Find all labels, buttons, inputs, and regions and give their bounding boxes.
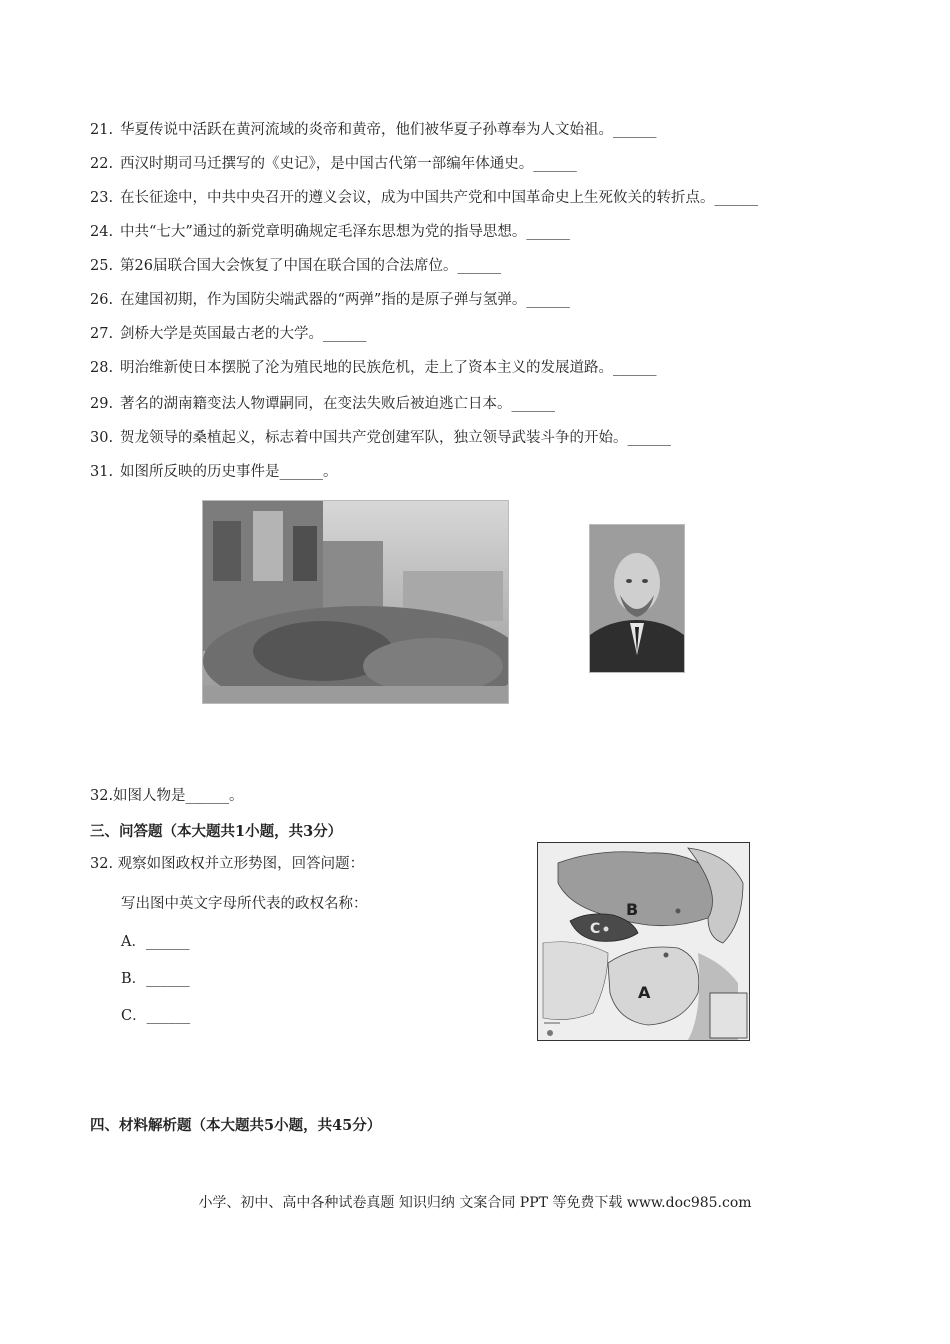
question-number: 23.: [90, 190, 114, 206]
question-28: [90, 358, 657, 378]
answer-b: B．______: [121, 971, 190, 987]
map-label-c: C: [590, 921, 601, 937]
question-number: 21.: [90, 122, 114, 138]
crowd-scene-image: [203, 501, 508, 703]
question-text: 剑桥大学是英国最古老的大学。______: [120, 326, 367, 342]
question-32-portrait: 32.如图人物是______。: [90, 788, 244, 804]
question-22: [90, 154, 577, 174]
map-label-b: B: [626, 900, 639, 919]
question-text: 如图所反映的历史事件是______。: [120, 464, 338, 480]
question-text: 在长征途中，中共中央召开的遵义会议，成为中国共产党和中国革命史上生死攸关的转折点。______: [120, 190, 758, 206]
question-number: 25.: [90, 258, 114, 274]
section-4-heading: 四、材料解析题（本大题共5小题，共45分）: [90, 1117, 382, 1134]
section-3-heading: 三、问答题（本大题共1小题，共3分）: [90, 823, 343, 840]
question-text: 华夏传说中活跃在黄河流域的炎帝和黄帝，他们被华夏子孙尊奉为人文始祖。______: [120, 122, 657, 138]
question-number: 26.: [90, 292, 114, 308]
question-23: [90, 188, 758, 208]
answer-c: C．______: [121, 1008, 191, 1024]
question-25: [90, 256, 501, 276]
question-number: 31.: [90, 464, 114, 480]
answer-a: A．______: [121, 934, 190, 950]
question-number: 22.: [90, 156, 114, 172]
regimes-map: [537, 842, 750, 1041]
question-29: [90, 394, 555, 414]
question-24: [90, 222, 570, 242]
question-number: 24.: [90, 224, 114, 240]
question-text: 中共“七大”通过的新党章明确规定毛泽东思想为党的指导思想。______: [120, 224, 570, 240]
portrait-image: [590, 525, 684, 672]
question-31: [90, 462, 338, 482]
question-number: 28.: [90, 360, 114, 376]
map-image: [538, 843, 749, 1040]
question-text: 明治维新使日本摆脱了沦为殖民地的民族危机，走上了资本主义的发展道路。______: [120, 360, 657, 376]
map-label-a: A: [638, 983, 651, 1002]
question-number: 27.: [90, 326, 114, 342]
question-21: [90, 120, 657, 140]
question-text: 西汉时期司马迁撰写的《史记》，是中国古代第一部编年体通史。______: [120, 156, 577, 172]
footer: 小学、初中、高中各种试卷真题 知识归纳 文案合同 PPT 等免费下载 www.doc985.com: [198, 1195, 752, 1211]
question-number: 30.: [90, 430, 114, 446]
question-26: [90, 290, 570, 310]
question-27: [90, 324, 367, 344]
question-text: 贺龙领导的桑植起义，标志着中国共产党创建军队，独立领导武装斗争的开始。______: [120, 430, 671, 446]
question-number: 29.: [90, 396, 114, 412]
historical-event-photo: [202, 500, 509, 704]
question-text: 著名的湖南籍变法人物谭嗣同，在变法失败后被迫逃亡日本。______: [120, 396, 555, 412]
question-text: 在建国初期，作为国防尖端武器的“两弹”指的是原子弹与氢弹。______: [120, 292, 570, 308]
section-3-question: 32. 观察如图政权并立形势图，回答问题：: [90, 856, 365, 872]
section-3-instruction: 写出图中英文字母所代表的政权名称：: [121, 896, 368, 912]
portrait-photo: [589, 524, 685, 673]
question-text: 第26届联合国大会恢复了中国在联合国的合法席位。______: [120, 258, 501, 274]
question-30: [90, 428, 671, 448]
